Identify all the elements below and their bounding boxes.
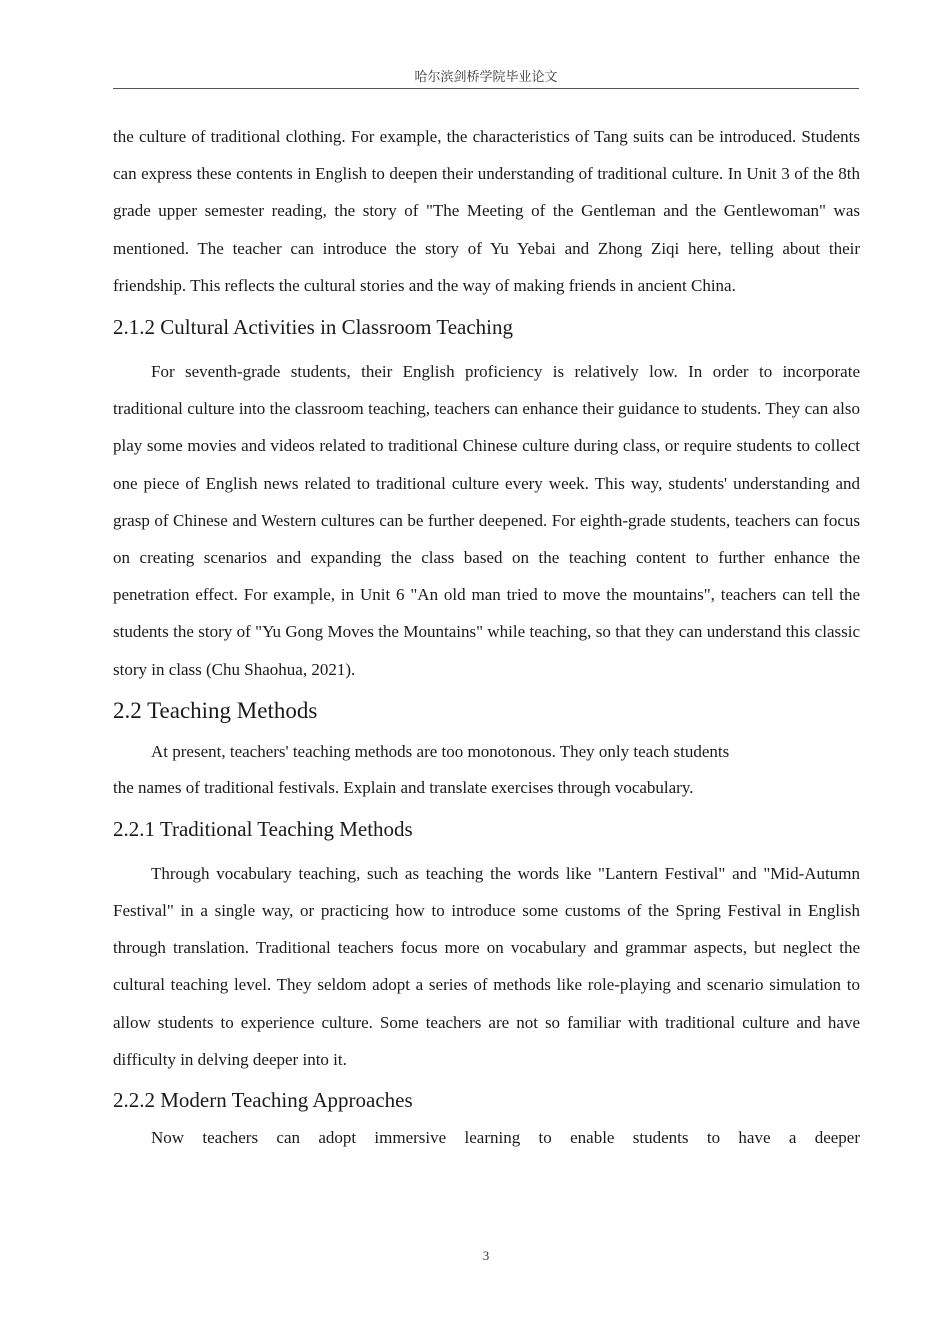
running-header: 哈尔滨剑桥学院毕业论文 <box>414 69 558 84</box>
paragraph-line: At present, teachers' teaching methods are too monotonous. They only teach students <box>151 741 730 761</box>
section-heading-2-2: 2.2 Teaching Methods <box>113 697 318 723</box>
page-number: 3 <box>482 1248 490 1263</box>
paragraph-line: the names of traditional festivals. Explain and translate exercises through vocabulary. <box>113 777 694 797</box>
page-body <box>113 118 860 1154</box>
paragraph-continuation: the culture of traditional clothing. For example, the characteristics of Tang suits can be introduced. Students can express these contents in English to deepen their understanding of traditional culture. In Unit 3 of the 8th grade upper semester reading, the story of "The Meeting of the Gentleman and the Gentlewoman" was mentioned. The teacher can introduce the story of Yu Yebai and Zhong Ziqi here, telling about their friendship. This reflects the cultural stories and the way of making friends in ancient China. <box>113 127 860 295</box>
paragraph-classroom-activities: For seventh-grade students, their English proficiency is relatively low. In order to incorporate traditional culture into the classroom teaching, teachers can enhance their guidance to students. They can also play some movies and videos related to traditional Chinese culture during class, or require students to collect one piece of English news related to traditional culture every week. This way, students' understanding and grasp of Chinese and Western cultures can be further deepened. For eighth-grade students, teachers can focus on creating scenarios and expanding the class based on the teaching content to further enhance the penetration effect. For example, in Unit 6 "An old man tried to move the mountains", teachers can tell the students the story of "Yu Gong Moves the Mountains" while teaching, so that they can understand this classic story in class (Chu Shaohua, 2021). <box>113 362 860 679</box>
section-heading-2-2-1: 2.2.1 Traditional Teaching Methods <box>113 816 413 841</box>
paragraph-teaching-methods <box>113 734 860 806</box>
header-divider <box>113 88 859 89</box>
paragraph-modern-approaches: Now teachers can adopt immersive learning to enable students to have a deeper <box>151 1128 860 1148</box>
section-heading-2-1-2: 2.1.2 Cultural Activities in Classroom Teaching <box>113 315 514 340</box>
paragraph-traditional-methods: Through vocabulary teaching, such as teaching the words like "Lantern Festival" and "Mid-Autumn Festival" in a single way, or practicing how to introduce some customs of the Spring Festival in English through translation. Traditional teachers focus more on vocabulary and grammar aspects, but neglect the cultural teaching level. They seldom adopt a series of methods like role-playing and scenario simulation to allow students to experience culture. Some teachers are not so familiar with traditional culture and have difficulty in delving deeper into it. <box>113 863 860 1069</box>
section-heading-2-2-2: 2.2.2 Modern Teaching Approaches <box>113 1088 413 1113</box>
